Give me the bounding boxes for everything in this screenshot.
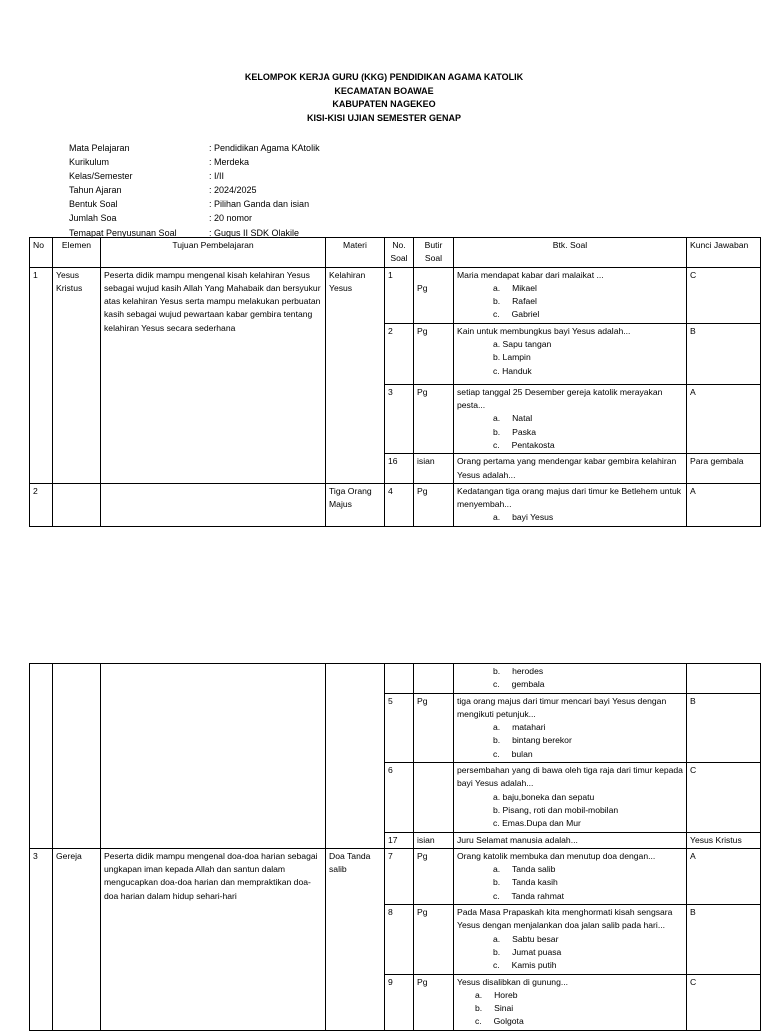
- cell-kunci: Para gembala: [687, 454, 761, 484]
- table-row: [30, 848, 761, 904]
- header-line-2: KECAMATAN BOAWAE: [334, 85, 434, 96]
- header-line-4: KISI-KISI UJIAN SEMESTER GENAP: [306, 112, 462, 123]
- cell-kunci: Yesus Kristus: [687, 832, 761, 848]
- option: b. Paska: [493, 426, 536, 437]
- option: a. Mikael: [493, 282, 537, 293]
- info-value: : Merdeka: [209, 157, 250, 168]
- soal-text: persembahan yang di bawa oleh tiga raja dari timur kepada bayi Yesus adalah...: [457, 765, 683, 789]
- cell-no: 1: [30, 267, 53, 483]
- option: c. Pentakosta: [493, 439, 555, 450]
- col-header-no-soal-line2: Soal: [390, 253, 408, 264]
- cell-tujuan: [101, 664, 326, 849]
- col-header-elemen: Elemen: [53, 238, 101, 268]
- info-label: Kelas/Semester: [69, 171, 133, 182]
- soal-text: Yesus disalibkan di gunung...: [457, 976, 569, 987]
- option: a. Natal: [493, 413, 533, 424]
- info-row: [69, 169, 320, 183]
- soal-text: Maria mendapat kabar dari malaikat ...: [457, 269, 604, 280]
- info-label: Tahun Ajaran: [69, 185, 122, 196]
- cell-no-soal: 6: [385, 763, 414, 832]
- cell-soal: [454, 323, 687, 384]
- cell-elemen: Yesus Kristus: [53, 267, 101, 483]
- soal-text: Kain untuk membungkus bayi Yesus adalah...: [457, 325, 631, 336]
- cell-butir: Pg: [414, 905, 454, 974]
- cell-no-soal: 2: [385, 323, 414, 384]
- cell-butir: Pg: [414, 974, 454, 1030]
- option: c. Golgota: [475, 1016, 524, 1027]
- cell-no-soal: 3: [385, 384, 414, 453]
- cell-materi: [326, 664, 385, 849]
- col-header-butir-line2: Soal: [424, 253, 443, 264]
- col-header-materi: Materi: [326, 238, 385, 268]
- cell-butir: isian: [414, 832, 454, 848]
- col-header-butir-line1: Butir: [424, 240, 443, 250]
- col-header-kunci: Kunci Jawaban: [687, 238, 761, 268]
- option: b. Jumat puasa: [493, 946, 562, 957]
- col-header-no: No: [30, 238, 53, 268]
- option: c. Emas.Dupa dan Mur: [493, 818, 581, 829]
- option: b. Sinai: [475, 1003, 514, 1014]
- cell-kunci: [687, 664, 761, 694]
- cell-no-soal: 1: [385, 267, 414, 323]
- cell-no-soal: 8: [385, 905, 414, 974]
- option: b. Rafael: [493, 296, 537, 307]
- info-row: [69, 183, 320, 197]
- butir-text: Pg: [417, 282, 428, 293]
- soal-text: setiap tanggal 25 Desember gereja katolik merayakan pesta...: [457, 386, 663, 411]
- kisi-table-page-2: [29, 663, 761, 1031]
- cell-no: [30, 664, 53, 849]
- kisi-table-page-1: [29, 237, 761, 527]
- cell-no: 2: [30, 483, 53, 526]
- info-value: : Pilihan Ganda dan isian: [209, 199, 310, 210]
- cell-elemen: Gereja: [53, 848, 101, 1030]
- cell-no-soal: 16: [385, 454, 414, 484]
- option: c. Handuk: [493, 365, 532, 376]
- cell-no-soal: [385, 664, 414, 694]
- cell-kunci: B: [687, 323, 761, 384]
- col-header-no-soal: [385, 238, 414, 268]
- cell-butir: [414, 664, 454, 694]
- cell-kunci: A: [687, 848, 761, 904]
- cell-soal: [454, 664, 687, 694]
- table-row: [30, 664, 761, 694]
- option: b. Tanda kasih: [493, 877, 558, 888]
- soal-text: Pada Masa Prapaskah kita menghormati kisah sengsara Yesus dengan menjalankan doa jalan salib pada hari...: [457, 907, 673, 931]
- cell-butir: [414, 763, 454, 832]
- cell-soal: [454, 905, 687, 974]
- cell-elemen: [53, 664, 101, 849]
- option: c. bulan: [493, 748, 533, 759]
- cell-soal: [454, 848, 687, 904]
- cell-kunci: B: [687, 905, 761, 974]
- info-block: [69, 141, 320, 240]
- cell-soal: Juru Selamat manusia adalah...: [454, 832, 687, 848]
- cell-kunci: C: [687, 763, 761, 832]
- info-row: [69, 141, 320, 155]
- cell-elemen: [53, 483, 101, 526]
- col-header-tujuan: Tujuan Pembelajaran: [101, 238, 326, 268]
- col-header-no-soal-line1: No.: [392, 240, 406, 250]
- cell-kunci: C: [687, 974, 761, 1030]
- cell-kunci: A: [687, 483, 761, 526]
- cell-soal: [454, 693, 687, 762]
- cell-butir: Pg: [414, 323, 454, 384]
- option: b. herodes: [493, 666, 544, 676]
- cell-tujuan: Peserta didik mampu mengenal kisah kelahiran Yesus sebagai wujud kasih Allah Yang Mahabaik dan bersyukur atas kelahiran Yesus serta mampu melakukan perbuatan kasih sebagai wujud pewartaan kabar gembira tentang kelahiran Yesus secara sederhana: [101, 267, 326, 483]
- cell-kunci: A: [687, 384, 761, 453]
- option: a. Sabtu besar: [493, 933, 559, 944]
- cell-no-soal: 5: [385, 693, 414, 762]
- option: a. matahari: [493, 722, 546, 733]
- header-line-1: KELOMPOK KERJA GURU (KKG) PENDIDIKAN AGAMA KATOLIK: [244, 72, 524, 82]
- cell-soal: [454, 483, 687, 526]
- option: a. Sapu tangan: [493, 339, 552, 350]
- info-value: : Gugus II SDK Olakile: [209, 227, 300, 238]
- option: a. baju,boneka dan sepatu: [493, 791, 595, 802]
- info-label: Temapat Penyusunan Soal: [69, 227, 177, 238]
- cell-no-soal: 9: [385, 974, 414, 1030]
- option: b. bintang berekor: [493, 735, 572, 746]
- cell-soal: [454, 763, 687, 832]
- cell-materi: Tiga Orang Majus: [326, 483, 385, 526]
- info-value: : Pendidikan Agama KAtolik: [209, 143, 320, 153]
- cell-no-soal: 17: [385, 832, 414, 848]
- cell-butir: Pg: [414, 848, 454, 904]
- cell-soal: [454, 974, 687, 1030]
- col-header-btk-soal: Btk. Soal: [454, 238, 687, 268]
- cell-materi: Kelahiran Yesus: [326, 267, 385, 483]
- info-row: [69, 197, 320, 211]
- table-header-row: [30, 238, 761, 268]
- option: b. Pisang, roti dan mobil-mobilan: [493, 804, 619, 815]
- option: c. Kamis putih: [493, 960, 557, 971]
- cell-tujuan: Peserta didik mampu mengenal doa-doa harian sebagai ungkapan iman kepada Allah dan santun dalam mengucapkan doa-doa harian dan mempraktikan doa-doa harian dalam hidup sehari-hari: [101, 848, 326, 1030]
- option: a. Tanda salib: [493, 864, 556, 875]
- info-label: Bentuk Soal: [69, 199, 118, 210]
- info-value: : 2024/2025: [209, 185, 257, 196]
- cell-soal: Orang pertama yang mendengar kabar gembira kelahiran Yesus adalah...: [454, 454, 687, 484]
- cell-soal: [454, 384, 687, 453]
- info-value: : I/II: [209, 171, 225, 182]
- cell-kunci: B: [687, 693, 761, 762]
- cell-butir: [414, 267, 454, 323]
- cell-tujuan: [101, 483, 326, 526]
- cell-no-soal: 4: [385, 483, 414, 526]
- cell-kunci: C: [687, 267, 761, 323]
- info-label: Kurikulum: [69, 157, 110, 168]
- option: a. bayi Yesus: [493, 512, 554, 523]
- info-label: Jumlah Soa: [69, 213, 117, 224]
- cell-butir: Pg: [414, 483, 454, 526]
- col-header-butir: [414, 238, 454, 268]
- option: c. gembala: [493, 679, 545, 690]
- cell-no: 3: [30, 848, 53, 1030]
- cell-soal: [454, 267, 687, 323]
- info-value: : 20 nomor: [209, 213, 253, 224]
- option: a. Horeb: [475, 989, 518, 1000]
- cell-no-soal: 7: [385, 848, 414, 904]
- soal-text: Orang katolik membuka dan menutup doa dengan...: [457, 850, 656, 861]
- cell-butir: isian: [414, 454, 454, 484]
- cell-butir: Pg: [414, 384, 454, 453]
- cell-materi: Doa Tanda salib: [326, 848, 385, 1030]
- option: b. Lampin: [493, 352, 531, 363]
- header-line-3: KABUPATEN NAGEKEO: [332, 99, 436, 109]
- table-row: [30, 267, 761, 323]
- table-row: [30, 483, 761, 526]
- info-row: [69, 155, 320, 169]
- option: c. Gabriel: [493, 309, 540, 320]
- info-label: Mata Pelajaran: [69, 143, 130, 153]
- soal-text: tiga orang majus dari timur mencari bayi Yesus dengan mengikuti petunjuk...: [457, 695, 667, 719]
- option: c. Tanda rahmat: [493, 890, 565, 901]
- document-header: [0, 71, 768, 125]
- soal-text: Kedatangan tiga orang majus dari timur ke Betlehem untuk menyembah...: [457, 485, 682, 510]
- info-row: [69, 211, 320, 225]
- cell-butir: Pg: [414, 693, 454, 762]
